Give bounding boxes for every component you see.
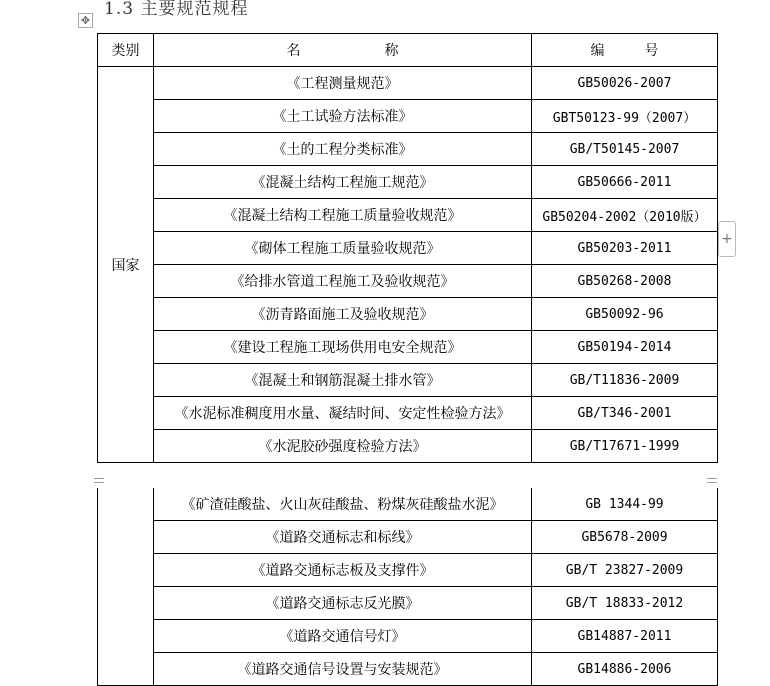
standard-name: 《道路交通信号设置与安装规范》 xyxy=(154,653,532,686)
table-row xyxy=(98,298,718,331)
header-code-text: 编号 xyxy=(590,43,699,59)
table-row xyxy=(98,430,718,463)
table-move-handle-icon[interactable]: ✥ xyxy=(78,13,93,28)
standard-code: GB/T346-2001 xyxy=(532,397,718,430)
standards-table-page-1 xyxy=(97,33,718,463)
standard-code: GB 1344-99 xyxy=(532,488,718,521)
standard-code: GB50092-96 xyxy=(532,298,718,331)
table-header-row xyxy=(98,34,718,67)
standard-name: 《道路交通标志板及支撑件》 xyxy=(154,554,532,587)
standard-name: 《给排水管道工程施工及验收规范》 xyxy=(154,265,532,298)
section-heading: 1.3 主要规范规程 xyxy=(104,0,249,19)
standard-code: GB50203-2011 xyxy=(532,232,718,265)
category-cell: 国家 xyxy=(98,67,154,463)
standard-code: GB/T11836-2009 xyxy=(532,364,718,397)
table-row xyxy=(98,166,718,199)
category-cell xyxy=(98,488,154,686)
table-row xyxy=(98,488,718,521)
page-break xyxy=(0,466,770,476)
header-category: 类别 xyxy=(98,34,154,67)
table-row xyxy=(98,232,718,265)
table-row xyxy=(98,265,718,298)
standard-code: GB50268-2008 xyxy=(532,265,718,298)
standard-name: 《矿渣硅酸盐、火山灰硅酸盐、粉煤灰硅酸盐水泥》 xyxy=(154,488,532,521)
table-row xyxy=(98,199,718,232)
standard-code: GB50194-2014 xyxy=(532,331,718,364)
table-row xyxy=(98,397,718,430)
standard-name: 《土的工程分类标准》 xyxy=(154,133,532,166)
standard-name: 《工程测量规范》 xyxy=(154,67,532,100)
standard-code: GB50026-2007 xyxy=(532,67,718,100)
add-column-icon[interactable]: + xyxy=(718,221,736,257)
table-row xyxy=(98,100,718,133)
standard-code: GB5678-2009 xyxy=(532,521,718,554)
table-row xyxy=(98,67,718,100)
standard-name: 《混凝土和钢筋混凝土排水管》 xyxy=(154,364,532,397)
page-corner-mark xyxy=(707,472,717,479)
standard-name: 《水泥胶砂强度检验方法》 xyxy=(154,430,532,463)
table-row xyxy=(98,554,718,587)
standard-code: GB50204-2002（2010版） xyxy=(532,199,718,232)
standard-code: GB/T 23827-2009 xyxy=(532,554,718,587)
header-code xyxy=(532,34,718,67)
table-row xyxy=(98,133,718,166)
standard-name: 《水泥标准稠度用水量、凝结时间、安定性检验方法》 xyxy=(154,397,532,430)
table-row xyxy=(98,364,718,397)
standard-code: GB50666-2011 xyxy=(532,166,718,199)
header-name-text: 名称 xyxy=(286,43,483,59)
standard-name: 《沥青路面施工及验收规范》 xyxy=(154,298,532,331)
page-corner-mark xyxy=(94,472,104,479)
table-row xyxy=(98,620,718,653)
standard-name: 《道路交通信号灯》 xyxy=(154,620,532,653)
standard-name: 《建设工程施工现场供用电安全规范》 xyxy=(154,331,532,364)
standard-name: 《混凝土结构工程施工质量验收规范》 xyxy=(154,199,532,232)
standard-code: GBT50123-99（2007） xyxy=(532,100,718,133)
standard-name: 《土工试验方法标准》 xyxy=(154,100,532,133)
standard-name: 《道路交通标志反光膜》 xyxy=(154,587,532,620)
standard-code: GB14886-2006 xyxy=(532,653,718,686)
standard-name: 《道路交通标志和标线》 xyxy=(154,521,532,554)
standard-name: 《混凝土结构工程施工规范》 xyxy=(154,166,532,199)
standards-table-page-2 xyxy=(97,488,718,686)
standard-name: 《砌体工程施工质量验收规范》 xyxy=(154,232,532,265)
table-row xyxy=(98,521,718,554)
table-row xyxy=(98,331,718,364)
standard-code: GB/T17671-1999 xyxy=(532,430,718,463)
standard-code: GB/T 18833-2012 xyxy=(532,587,718,620)
header-name xyxy=(154,34,532,67)
table-row xyxy=(98,587,718,620)
standard-code: GB14887-2011 xyxy=(532,620,718,653)
standard-code: GB/T50145-2007 xyxy=(532,133,718,166)
table-row xyxy=(98,653,718,686)
